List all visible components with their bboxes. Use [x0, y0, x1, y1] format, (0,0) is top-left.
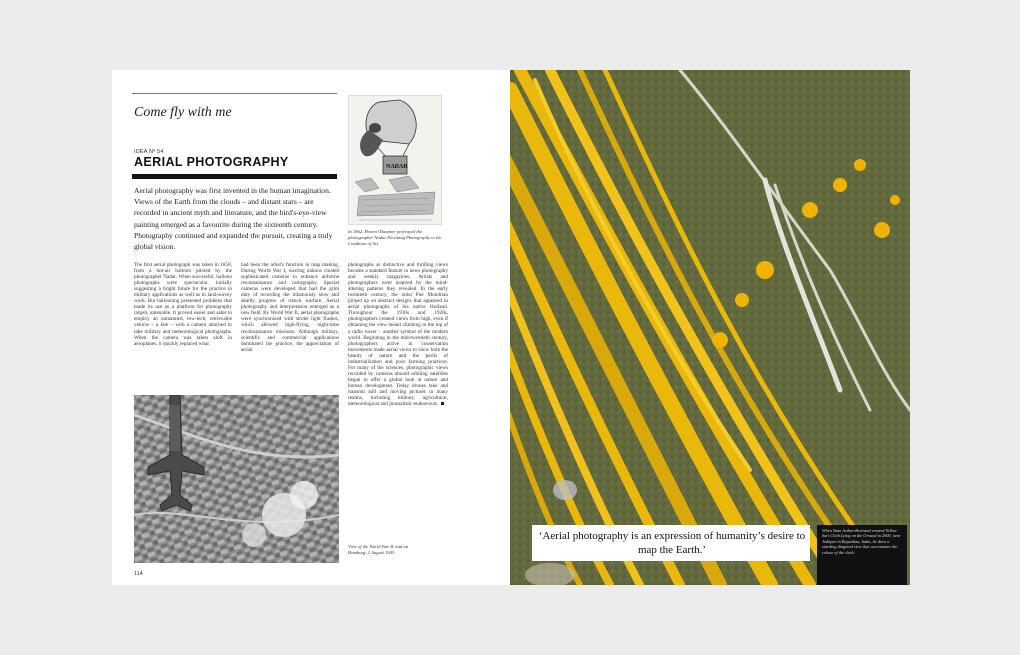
yellow-sari-aerial-photo	[510, 70, 910, 585]
body-column-1: The first aerial photograph was taken in 1858, from a hot-air balloon piloted by the photographer Nadar. When successful, balloon photographs were spectacular, initially suggesting a bright future for the practice in military applications as well as in land-survey work. But ballooning presented problems that made its use as a platform for photography largely untenable. It proved easier and safer to employ an unmanned, low-tech, retrievable vehicle – a kite – with a camera attached to take military and meteorological photographs. When the camera was taken aloft in aeroplanes, it quickly replaced what	[134, 262, 232, 347]
body-column-2: had been the artist's function in map making. During World War I, warring nations created sophisticated cameras to enhance airborne reconnaissance and cartography. Special cameras were developed that had the grim duty of recording the infamously slow and deadly progress of trench warfare. Aerial photography and interpretation emerged as a new field. By World War II, aerial photographs were synchronized with strobe light flashes, which allowed high-flying, night-time reconnaissance missions. Although military, scientific and commercial applications dominated the practice, the appreciation of aerial	[241, 262, 339, 353]
photo-caption-box	[817, 525, 907, 585]
right-page	[510, 70, 910, 585]
photo-caption: When Yann Arthus-Bertrand created Yellow Sari Cloth Lying on the Ground in 2000, near Jodhpur in Rajasthan, India, he drew a startling diagonal view that accentuates the colour of the cloth.	[822, 528, 901, 555]
page-number: 114	[134, 571, 143, 577]
headline: AERIAL PHOTOGRAPHY	[134, 155, 289, 169]
left-page	[112, 70, 510, 585]
nadar-label: NADAR	[386, 164, 408, 170]
raid-photo-caption: View of the World War II raid on Hamburg, 2 August 1943.	[348, 544, 408, 555]
end-mark	[441, 402, 444, 405]
idea-number: IDEA Nº 54	[134, 149, 164, 155]
body-column-3	[348, 262, 448, 407]
headline-bar	[132, 174, 337, 179]
pull-quote: ‘Aerial photography is an expression of humanity’s desire to map the Earth.’	[538, 530, 806, 556]
pull-quote-box	[532, 525, 810, 561]
section-title: Come fly with me	[134, 105, 232, 120]
hamburg-raid-photo	[134, 395, 339, 563]
daumier-illustration	[348, 95, 442, 225]
book-spread	[112, 70, 910, 585]
illustration-caption: In 1862, Honoré Daumier portrayed the photographer Nadar Elevating Photography to the Condition of Art.	[348, 229, 442, 246]
intro-paragraph: Aerial photography was first invented in the human imagination. Views of the Earth from the clouds – and distant stars – are recorded in ancient myth and literature, and the bird's-eye-view painting emerged as a favourite during the sixteenth century. Photography continued and expanded the pursuit, creating a truly global vision.	[134, 186, 333, 252]
top-rule	[132, 93, 337, 94]
body-column-3-text: photographs as distinctive and thrilling views became a standard feature in news photography and weekly magazines. Artists and photographers were inspired by the mind-altering patterns they revealed. In the early twentieth century, the artist Piet Mondrian picked up on abstract designs that appeared in aerial photographs of his native Holland. Throughout the 1910s and 1920s, photographers created views from high, even if obtaining the view meant climbing to the top of a radio tower – another symbol of the modern world. Beginning in the mid-twentieth century, photographers active in conservation movements made aerial views to show both the beauty of nature and the perils of industrialization and poor farming practices. For many of the sciences, photographic views recorded by cameras aboard orbiting satellites began to offer a global look at nature and human development. Today drones take and transmit still and moving pictures in many realms, including military, agricultural, meteorological and journalistic endeavours.	[348, 262, 448, 408]
